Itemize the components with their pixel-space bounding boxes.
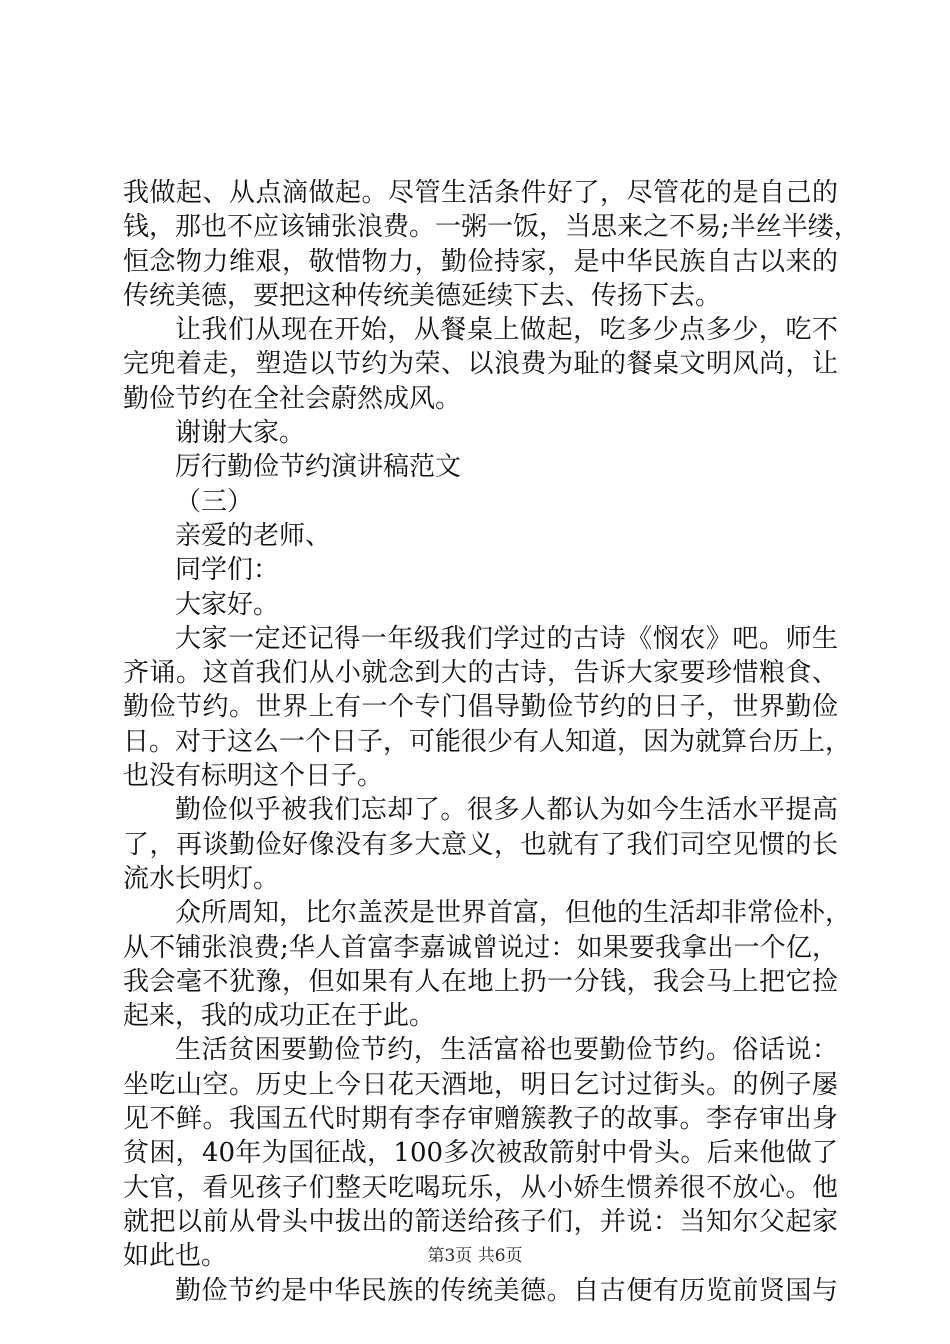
text-line: 起来，我的成功正在于此。 (123, 1001, 436, 1032)
text-line: 流水长明灯。 (123, 863, 280, 894)
text-line: 勤俭似乎被我们忘却了。很多人都认为如今生活水平提高 (175, 795, 838, 826)
text-line: 勤俭节约在全社会蔚然成风。 (123, 383, 462, 414)
text-line: 钱，那也不应该铺张浪费。一粥一饭，当思来之不易;半丝半缕， (123, 212, 860, 243)
text-line: 厉行勤俭节约演讲稿范文 (175, 452, 462, 483)
text-line: 生活贫困要勤俭节约，生活富裕也要勤俭节约。俗话说： (175, 1035, 838, 1066)
text-line: 就把以前从骨头中拔出的箭送给孩子们，并说：当知尔父起家 (123, 1206, 838, 1237)
text-line: 恒念物力维艰，敬惜物力，勤俭持家，是中华民族自古以来的 (123, 246, 838, 277)
text-line: 传统美德，要把这种传统美德延续下去、传扬下去。 (123, 280, 722, 311)
text-line: 谢谢大家。 (175, 418, 306, 449)
text-line: 我会毫不犹豫，但如果有人在地上扔一分钱，我会马上把它捡 (123, 966, 838, 997)
text-line: 坐吃山空。历史上今日花天酒地，明日乞讨过街头。的例子屡 (123, 1069, 838, 1100)
text-line: 完兜着走，塑造以节约为荣、以浪费为耻的餐桌文明风尚，让 (123, 349, 838, 380)
text-line: 大官，看见孩子们整天吃喝玩乐，从小娇生惯养很不放心。他 (123, 1172, 838, 1203)
text-line: 齐诵。这首我们从小就念到大的古诗，告诉大家要珍惜粮食、 (123, 658, 838, 689)
text-line: 同学们： (175, 555, 280, 586)
text-line: 众所周知，比尔盖茨是世界首富，但他的生活却非常俭朴， (175, 898, 852, 929)
text-line: （三） (175, 486, 254, 517)
text-line: 贫困，40年为国征战，100多次被敌箭射中骨头。后来他做了 (123, 1138, 838, 1169)
page-footer: 第3页 共6页 (427, 1246, 523, 1266)
text-line: 如此也。 (123, 1241, 228, 1272)
text-line: 大家好。 (175, 589, 280, 620)
text-line: 勤俭节约。世界上有一个专门倡导勤俭节约的日子，世界勤俭 (123, 692, 838, 723)
text-line: 从不铺张浪费;华人首富李嘉诚曾说过：如果要我拿出一个亿， (123, 932, 838, 963)
text-line: 见不鲜。我国五代时期有李存审赠簇教子的故事。李存审出身 (123, 1104, 838, 1135)
text-line: 了，再谈勤俭好像没有多大意义，也就有了我们司空见惯的长 (123, 829, 838, 860)
text-line: 大家一定还记得一年级我们学过的古诗《悯农》吧。师生 (175, 623, 838, 654)
text-line: 亲爱的老师、 (175, 520, 332, 551)
text-line: 日。对于这么一个日子，可能很少有人知道，因为就算台历上， (123, 726, 852, 757)
text-line: 我做起、从点滴做起。尽管生活条件好了，尽管花的是自己的 (123, 178, 838, 208)
text-line: 也没有标明这个日子。 (123, 761, 384, 792)
text-line: 勤俭节约是中华民族的传统美德。自古便有历览前贤国与 (175, 1275, 838, 1306)
body-text (123, 176, 860, 1308)
text-line: 让我们从现在开始，从餐桌上做起，吃多少点多少，吃不 (175, 315, 838, 346)
